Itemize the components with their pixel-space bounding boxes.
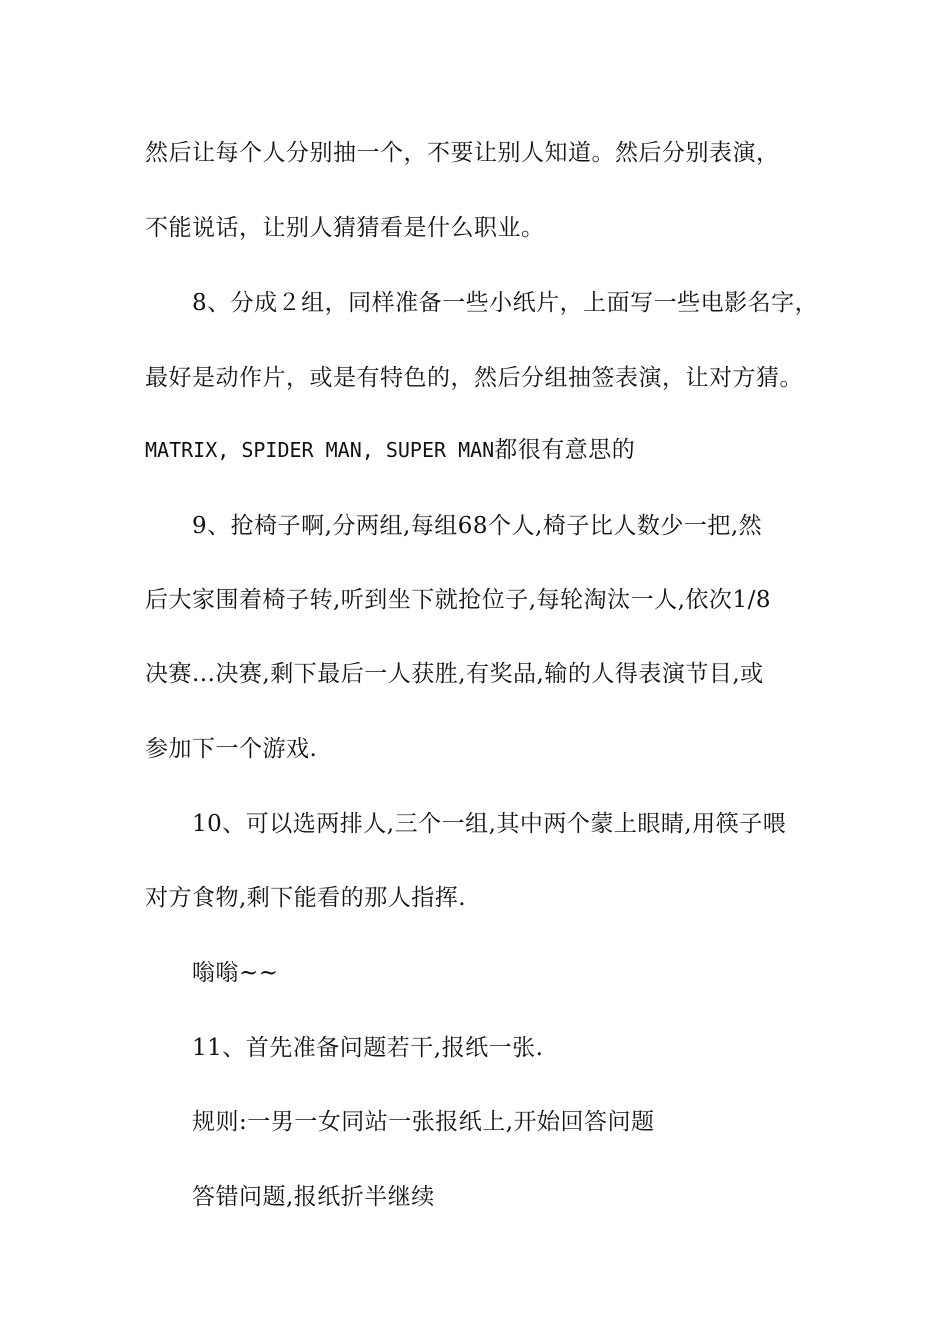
text-line: 然后让每个人分别抽一个，不要让别人知道。然后分别表演， xyxy=(145,140,780,166)
text-line: 对方食物,剩下能看的那人指挥. xyxy=(145,885,467,911)
interjection-line: 嗡嗡~~ xyxy=(192,960,279,986)
text-line: 最好是动作片，或是有特色的，然后分组抽签表演，让对方猜。 xyxy=(145,365,803,391)
movie-titles-line xyxy=(145,430,635,470)
rules-line: 规则:一男一女同站一张报纸上,开始回答问题 xyxy=(192,1109,655,1135)
text-line: 不能说话，让别人猜猜看是什么职业。 xyxy=(145,215,545,241)
text-line: 后大家围着椅子转,听到坐下就抢位子,每轮淘汰一人,依次1/8 xyxy=(145,587,771,613)
paragraph-item-10-start: 10、可以选两排人,三个一组,其中两个蒙上眼睛,用筷子喂 xyxy=(192,811,787,837)
paragraph-item-9-start: 9、抢椅子啊,分两组,每组68个人,椅子比人数少一把,然 xyxy=(192,513,763,539)
rules-continuation-line: 答错问题,报纸折半继续 xyxy=(192,1184,435,1210)
paragraph-item-8-start: 8、分成２组，同样准备一些小纸片，上面写一些电影名字， xyxy=(192,290,819,316)
paragraph-item-11-start: 11、首先准备问题若干,报纸一张. xyxy=(192,1035,544,1061)
text-line: 决赛...决赛,剩下最后一人获胜,有奖品,输的人得表演节目,或 xyxy=(145,661,764,687)
movie-comment: 都很有意思的 xyxy=(494,437,636,463)
movie-titles: MATRIX, SPIDER MAN, SUPER MAN xyxy=(145,438,495,462)
text-line: 参加下一个游戏. xyxy=(145,736,318,762)
